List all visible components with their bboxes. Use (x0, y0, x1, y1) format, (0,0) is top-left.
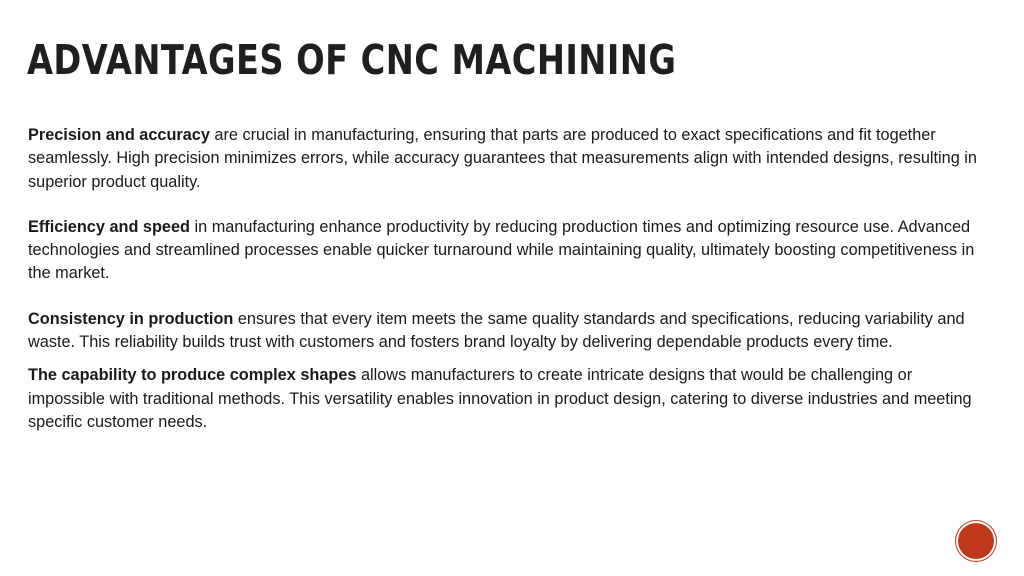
paragraph-body: ensures that every item meets the same quality standards and specifications, reducing variability and waste. This reliability builds trust with customers and fosters brand loyalty by delivering dependable products every time. (28, 309, 965, 352)
paragraph-body: are crucial in manufacturing, ensuring that parts are produced to exact specifications and fit together seamlessly. High precision minimizes errors, while accuracy guarantees that measurements align with intended designs, resulting in superior product quality. (28, 126, 977, 191)
paragraph-heading: Consistency in production (28, 309, 234, 328)
paragraph-body: in manufacturing enhance productivity by reducing production times and optimizing resource use. Advanced technologies and streamlined processes enable quicker turnaround while maintaining quality, ultimately boosting competitiveness in the market. (28, 217, 975, 283)
slide-content (28, 124, 993, 456)
paragraph-consistency (28, 308, 993, 355)
paragraph-precision (28, 124, 993, 194)
paragraph-body: allows manufacturers to create intricate designs that would be challenging or impossible with traditional methods. This versatility enables innovation in product design, catering to diverse industries and meeting specific customer needs. (28, 366, 972, 431)
slide-number-badge (958, 523, 994, 559)
paragraph-complex-shapes (28, 364, 993, 434)
slide-title: ADVANTAGES OF CNC MACHINING (27, 36, 677, 84)
paragraph-heading: Precision and accuracy (28, 126, 210, 144)
paragraph-efficiency (28, 216, 993, 286)
paragraph-heading: The capability to produce complex shapes (28, 366, 357, 385)
paragraph-heading: Efficiency and speed (28, 217, 190, 236)
